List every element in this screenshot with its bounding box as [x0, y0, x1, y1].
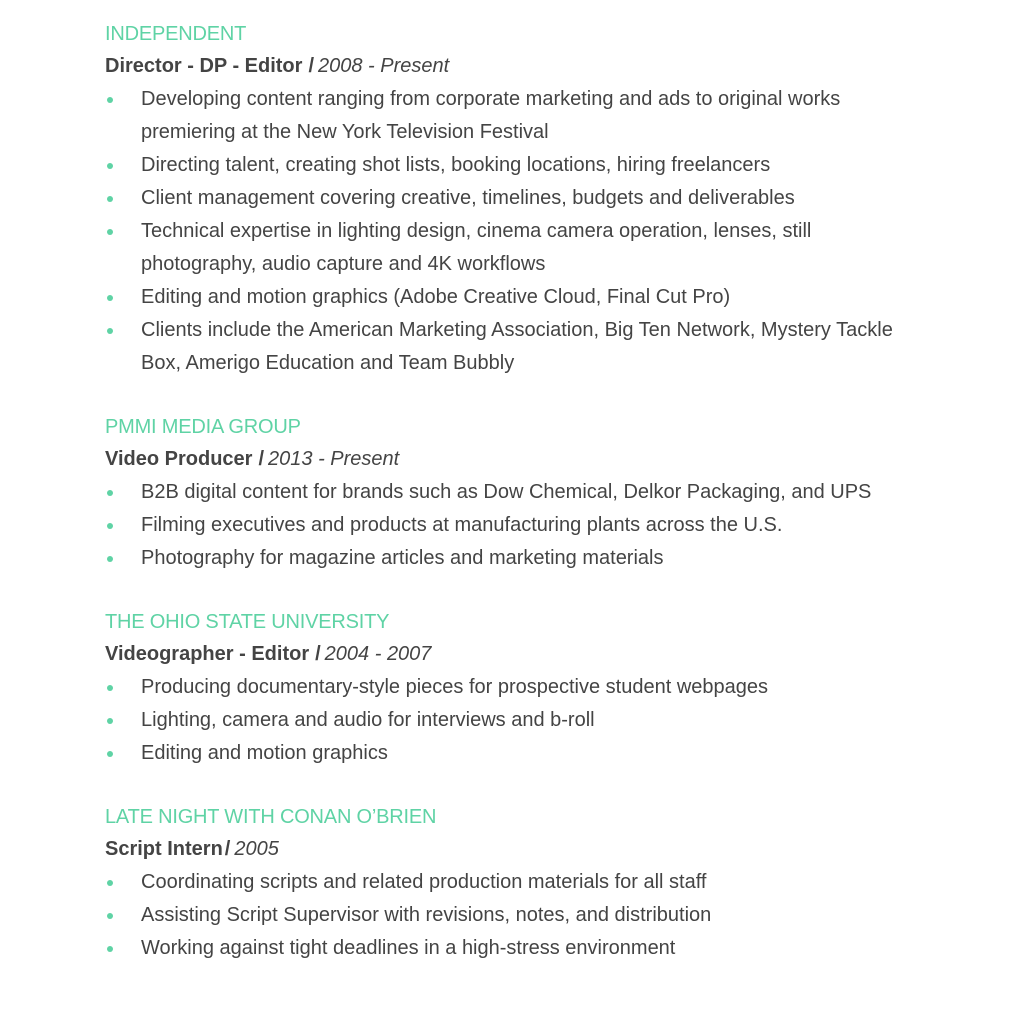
bullet-item	[105, 866, 1005, 899]
bullet-list	[105, 866, 1005, 965]
bullet-icon	[107, 523, 113, 529]
bullet-item	[105, 215, 1005, 281]
experience-section-pmmi	[105, 411, 1005, 575]
resume-experience	[105, 18, 1005, 996]
bullet-icon	[107, 880, 113, 886]
bullet-icon	[107, 196, 113, 202]
role-dates: 2008 - Present	[318, 55, 450, 77]
bullet-text: Coordinating scripts and related production materials for all staff	[141, 871, 707, 893]
experience-section-late-night	[105, 801, 1005, 965]
bullet-icon	[107, 685, 113, 691]
role-title: Director - DP - Editor	[105, 55, 303, 77]
bullet-list	[105, 671, 1005, 770]
bullet-text: Directing talent, creating shot lists, booking locations, hiring freelancers	[141, 154, 771, 176]
bullet-item	[105, 314, 1005, 380]
bullet-item	[105, 509, 1005, 542]
role-separator: /	[308, 55, 314, 77]
role-dates: 2004 - 2007	[324, 643, 432, 665]
bullet-text: Photography for magazine articles and marketing materials	[141, 547, 664, 569]
bullet-item	[105, 281, 1005, 314]
bullet-icon	[107, 229, 113, 235]
bullet-item	[105, 83, 1005, 149]
bullet-text: Filming executives and products at manufacturing plants across the U.S.	[141, 514, 783, 536]
bullet-item	[105, 182, 1005, 215]
role-line	[105, 50, 1005, 83]
bullet-text: Clients include the American Marketing Association, Big Ten Network, Mystery Tackle Box, Amerigo Education and Team Bubbly	[141, 319, 893, 374]
bullet-text: Working against tight deadlines in a high-stress environment	[141, 937, 676, 959]
role-separator: /	[224, 838, 231, 860]
bullet-text: Technical expertise in lighting design, cinema camera operation, lenses, still photography, audio capture and 4K workflows	[141, 220, 812, 275]
bullet-item	[105, 149, 1005, 182]
bullet-text: Producing documentary-style pieces for prospective student webpages	[141, 676, 769, 698]
role-title: Script Intern	[105, 838, 223, 860]
bullet-item	[105, 932, 1005, 965]
bullet-item	[105, 737, 1005, 770]
bullet-icon	[107, 295, 113, 301]
bullet-list	[105, 83, 1005, 380]
experience-section-ohio-state	[105, 606, 1005, 770]
role-title: Videographer - Editor	[105, 643, 310, 665]
role-title: Video Producer	[105, 448, 253, 470]
bullet-item	[105, 671, 1005, 704]
company-name: THE OHIO STATE UNIVERSITY	[105, 611, 390, 633]
bullet-text: B2B digital content for brands such as Dow Chemical, Delkor Packaging, and UPS	[141, 481, 872, 503]
bullet-text: Lighting, camera and audio for interviews and b-roll	[141, 709, 595, 731]
bullet-icon	[107, 490, 113, 496]
bullet-icon	[107, 718, 113, 724]
role-line	[105, 443, 1005, 476]
bullet-item	[105, 476, 1005, 509]
bullet-icon	[107, 97, 113, 103]
bullet-text: Assisting Script Supervisor with revisions, notes, and distribution	[141, 904, 712, 926]
bullet-icon	[107, 913, 113, 919]
bullet-icon	[107, 946, 113, 952]
company-name: LATE NIGHT WITH CONAN O’BRIEN	[105, 806, 437, 828]
bullet-item	[105, 542, 1005, 575]
bullet-item	[105, 899, 1005, 932]
bullet-text: Developing content ranging from corporate marketing and ads to original works premiering at the New York Television Festival	[141, 88, 841, 143]
bullet-icon	[107, 751, 113, 757]
role-separator: /	[258, 448, 265, 470]
role-separator: /	[315, 643, 321, 665]
bullet-text: Editing and motion graphics (Adobe Creative Cloud, Final Cut Pro)	[141, 286, 731, 308]
bullet-item	[105, 704, 1005, 737]
company-name: PMMI MEDIA GROUP	[105, 416, 301, 438]
role-line	[105, 638, 1005, 671]
role-line	[105, 833, 1005, 866]
bullet-list	[105, 476, 1005, 575]
role-dates: 2013 - Present	[268, 448, 400, 470]
bullet-text: Client management covering creative, timelines, budgets and deliverables	[141, 187, 795, 209]
bullet-icon	[107, 163, 113, 169]
bullet-icon	[107, 556, 113, 562]
role-dates: 2005	[234, 838, 279, 860]
company-name: INDEPENDENT	[105, 23, 247, 45]
bullet-icon	[107, 328, 113, 334]
bullet-text: Editing and motion graphics	[141, 742, 388, 764]
experience-section-independent	[105, 18, 1005, 380]
